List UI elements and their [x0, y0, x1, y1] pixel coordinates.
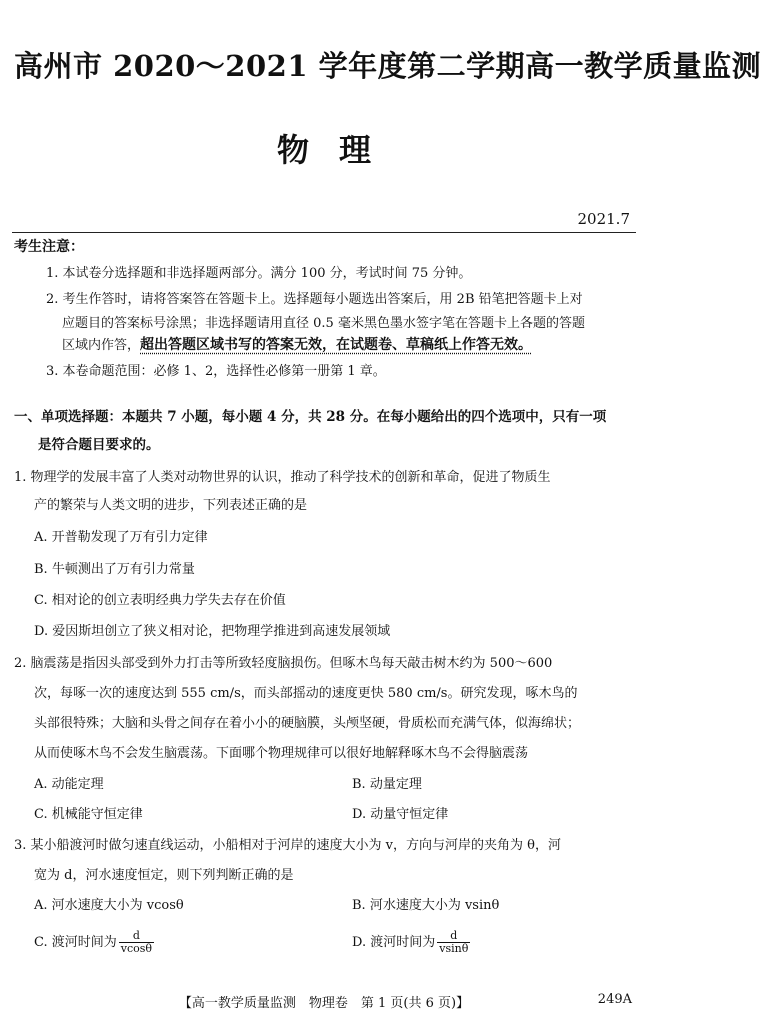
q1-stem-line-1: 1. 物理学的发展丰富了人类对动物世界的认识，推动了科学技术的创新和革命，促进了物质生	[14, 470, 551, 485]
notice-heading: 考生注意：	[14, 239, 84, 255]
q3-option-d-text: D. 渡河时间为	[352, 935, 436, 950]
notice-emphasis: 超出答题区域书写的答案无效，在试题卷、草稿纸上作答无效。	[140, 337, 533, 353]
q3-option-a: A. 河水速度大小为 vcosθ	[34, 898, 184, 913]
notice-item-1: 1. 本试卷分选择题和非选择题两部分。满分 100 分，考试时间 75 分钟。	[46, 266, 472, 281]
subject-title: 物理	[276, 131, 401, 169]
q2-option-a: A. 动能定理	[34, 777, 104, 792]
q3-option-d-fraction	[437, 930, 470, 955]
q3-option-c-numerator: d	[119, 930, 154, 943]
q3-option-c-fraction	[119, 930, 154, 955]
q3-option-c-denominator: vcosθ	[120, 942, 153, 955]
notice-item-2-line-2: 应题目的答案标号涂黑；非选择题请用直径 0.5 毫米黑色墨水签字笔在答题卡上各题的答题	[62, 316, 585, 331]
q1-option-b: B. 牛顿测出了万有引力常量	[34, 562, 195, 577]
notice-item-2-line-1: 2. 考生作答时，请将答案答在答题卡上。选择题每小题选出答案后，用 2B 铅笔把答题卡上对	[46, 292, 583, 307]
notice-item-2-line-3	[62, 334, 532, 354]
q2-stem-line-2: 次，每啄一次的速度达到 555 cm/s，而头部摇动的速度更快 580 cm/s。研究发现，啄木鸟的	[34, 686, 578, 701]
q2-stem-line-3: 头部很特殊；大脑和头骨之间存在着小小的硬脑膜，头颅坚硬，骨质松而充满气体，似海绵状；	[34, 716, 581, 731]
q3-stem-line-2: 宽为 d，河水速度恒定，则下列判断正确的是	[34, 868, 294, 883]
q3-stem-line-1: 3. 某小船渡河时做匀速直线运动，小船相对于河岸的速度大小为 v，方向与河岸的夹角为 θ，河	[14, 838, 561, 853]
section-1-heading-line-1: 一、单项选择题：本题共 7 小题，每小题 4 分，共 28 分。在每小题给出的四个选项中，只有一项	[14, 409, 607, 425]
notice-item-3: 3. 本卷命题范围：必修 1、2，选择性必修第一册第 1 章。	[46, 364, 386, 379]
q3-option-c	[34, 930, 154, 955]
page-footer: 【高一教学质量监测 物理卷 第 1 页(共 6 页)】	[178, 996, 470, 1011]
q3-option-d-denominator: vsinθ	[439, 942, 469, 955]
q3-option-d-numerator: d	[437, 930, 470, 943]
q1-option-c: C. 相对论的创立表明经典力学失去存在价值	[34, 593, 286, 608]
paper-code: 249A	[597, 992, 632, 1007]
header-divider	[12, 232, 636, 233]
exam-date: 2021.7	[577, 210, 630, 228]
q3-option-c-text: C. 渡河时间为	[34, 935, 117, 950]
notice-item-2-prefix: 区域内作答，	[62, 338, 141, 353]
q3-option-b: B. 河水速度大小为 vsinθ	[352, 898, 500, 913]
q1-stem-line-2: 产的繁荣与人类文明的进步，下列表述正确的是	[34, 498, 308, 513]
q2-stem-line-4: 从而使啄木鸟不会发生脑震荡。下面哪个物理规律可以很好地解释啄木鸟不会得脑震荡	[34, 746, 529, 761]
section-1-heading-line-2: 是符合题目要求的。	[38, 437, 160, 453]
q2-option-d: D. 动量守恒定律	[352, 807, 449, 822]
q2-option-c: C. 机械能守恒定律	[34, 807, 143, 822]
q2-option-b: B. 动量定理	[352, 777, 422, 792]
q1-option-a: A. 开普勒发现了万有引力定律	[34, 530, 208, 545]
q2-stem-line-1: 2. 脑震荡是指因头部受到外力打击等所致轻度脑损伤。但啄木鸟每天敲击树木约为 500～600	[14, 656, 553, 671]
q1-option-d: D. 爱因斯坦创立了狭义相对论，把物理学推进到高速发展领域	[34, 624, 391, 639]
q3-option-d	[352, 930, 470, 955]
exam-title: 高州市 2020～2021 学年度第二学期高一教学质量监测	[14, 49, 761, 83]
